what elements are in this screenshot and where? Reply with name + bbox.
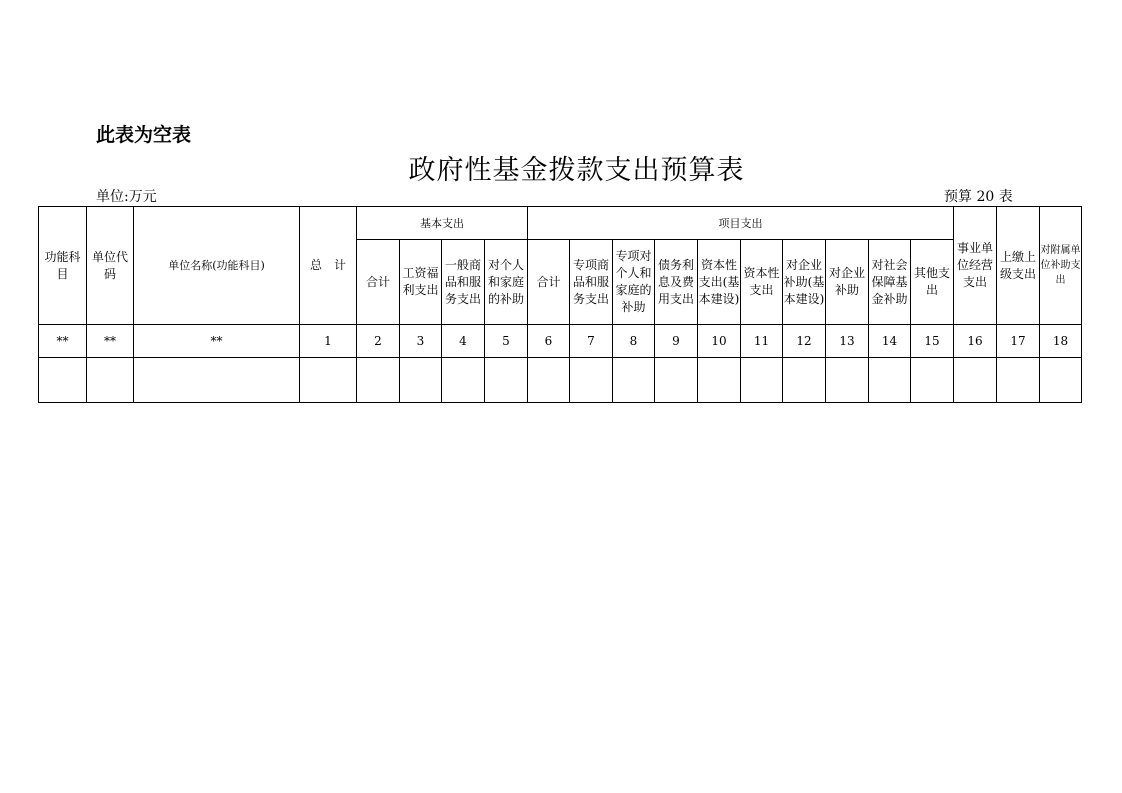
table-cell [1040,358,1082,403]
index-cell: 14 [869,325,911,358]
index-cell: ** [87,325,134,358]
budget-table [38,206,1082,403]
index-cell: 8 [613,325,655,358]
header-other: 其他支出 [911,240,954,325]
table-cell [134,358,300,403]
index-cell: 10 [698,325,741,358]
header-row-1 [39,207,1082,240]
table-cell [442,358,485,403]
index-cell: 7 [570,325,613,358]
table-row [39,358,1082,403]
table-cell [997,358,1040,403]
table-cell [613,358,655,403]
index-cell: 2 [357,325,400,358]
table-cell [87,358,134,403]
table-cell [570,358,613,403]
header-personal-subsidy: 对个人和家庭的补助 [485,240,528,325]
header-special-goods: 专项商品和服务支出 [570,240,613,325]
header-social-security: 对社会保障基金补助 [869,240,911,325]
header-func-subject: 功能科目 [39,207,87,325]
table-cell [869,358,911,403]
header-unit-name: 单位名称(功能科目) [134,207,300,325]
table-cell [39,358,87,403]
header-business-operation: 事业单位经营支出 [954,207,997,325]
header-basic-expenditure: 基本支出 [357,207,528,240]
index-cell: 12 [783,325,826,358]
table-cell [783,358,826,403]
header-enterprise-subsidy: 对企业补助 [826,240,869,325]
index-cell: ** [39,325,87,358]
index-cell: 18 [1040,325,1082,358]
header-wages-welfare: 工资福利支出 [400,240,442,325]
index-cell: ** [134,325,300,358]
index-row [39,325,1082,358]
index-cell: 4 [442,325,485,358]
header-capital: 资本性支出 [741,240,783,325]
index-cell: 6 [528,325,570,358]
header-project-expenditure: 项目支出 [528,207,954,240]
table-cell [698,358,741,403]
table-cell [954,358,997,403]
header-debt-interest: 债务利息及费用支出 [655,240,698,325]
header-unit-code: 单位代码 [87,207,134,325]
table-cell [911,358,954,403]
table-number: 预算 20 表 [944,189,1013,205]
header-affiliated-subsidy: 对附属单位补助支出 [1040,207,1082,325]
table-cell [826,358,869,403]
header-goods-services: 一般商品和服务支出 [442,240,485,325]
table-cell [655,358,698,403]
index-cell: 17 [997,325,1040,358]
header-upper-level-payment: 上缴上级支出 [997,207,1040,325]
index-cell: 1 [300,325,357,358]
header-capital-construction: 资本性支出(基本建设) [698,240,741,325]
table-cell [741,358,783,403]
index-cell: 13 [826,325,869,358]
table-cell [485,358,528,403]
index-cell: 11 [741,325,783,358]
header-basic-subtotal: 合计 [357,240,400,325]
table-cell [300,358,357,403]
page-title: 政府性基金拨款支出预算表 [408,155,745,186]
index-cell: 3 [400,325,442,358]
table-cell [357,358,400,403]
table-cell [528,358,570,403]
header-project-subtotal: 合计 [528,240,570,325]
index-cell: 16 [954,325,997,358]
index-cell: 5 [485,325,528,358]
unit-label: 单位:万元 [96,189,157,205]
index-cell: 9 [655,325,698,358]
table-cell [400,358,442,403]
header-enterprise-construction: 对企业补助(基本建设) [783,240,826,325]
header-total: 总 计 [300,207,357,325]
empty-table-note: 此表为空表 [96,124,192,146]
header-special-personal: 专项对个人和家庭的补助 [613,240,655,325]
index-cell: 15 [911,325,954,358]
